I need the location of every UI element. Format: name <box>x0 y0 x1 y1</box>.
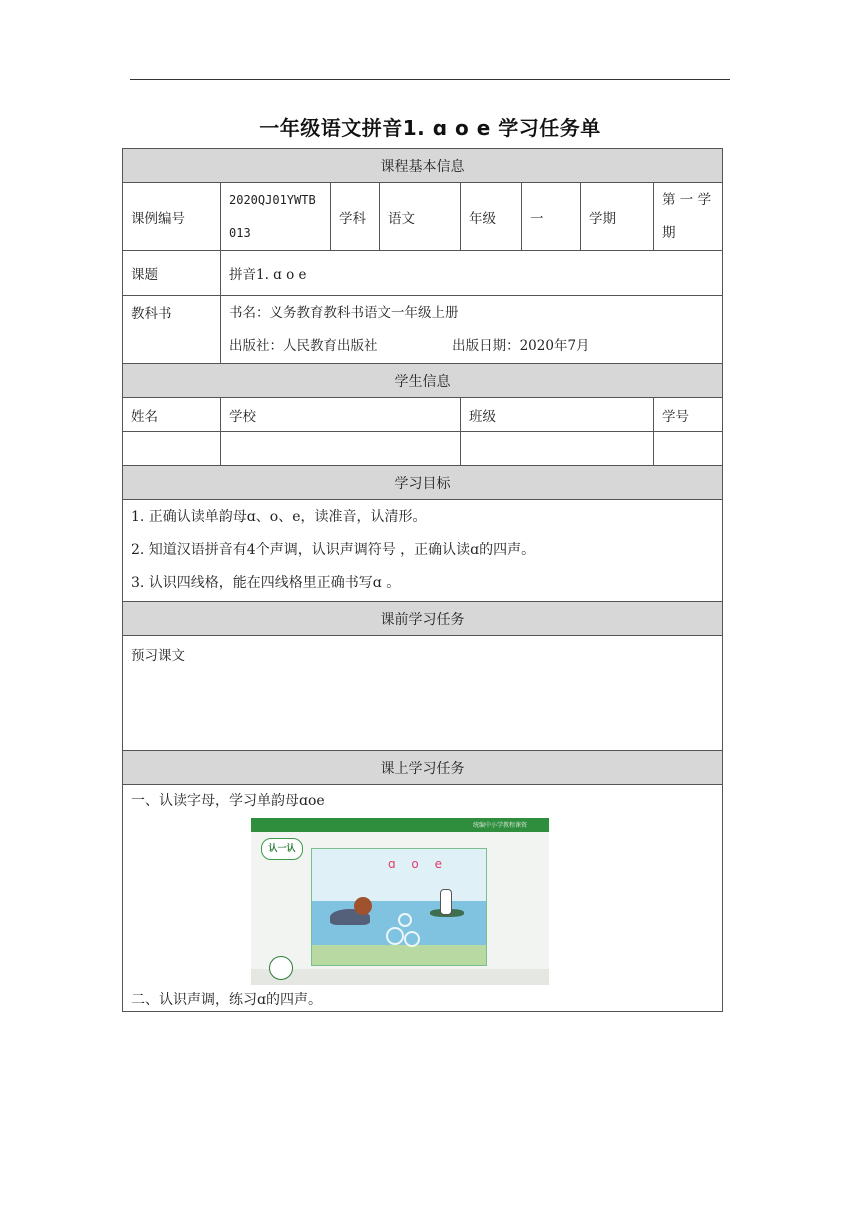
illustration-header-bar <box>251 818 549 832</box>
topic-row <box>123 251 723 296</box>
illustration-scene <box>311 848 487 966</box>
scene-grass <box>312 945 486 965</box>
basic-info-row <box>123 183 723 251</box>
section-header-pre-class <box>123 602 723 636</box>
name-label: 姓名 <box>123 398 221 432</box>
pre-class-row <box>123 636 723 751</box>
section-header-basic-info <box>123 149 723 183</box>
top-rule <box>130 79 730 80</box>
illustration-bar-text: 统编中小学教程课资 <box>472 822 527 829</box>
objective-item: 2. 知道汉语拼音有4个声调，认识声调符号 ，正确认读ɑ的四声。 <box>131 542 536 558</box>
topic-label: 课题 <box>123 251 221 296</box>
topic-value: 拼音1. ɑ o e <box>221 251 723 296</box>
pre-class-task: 预习课文 <box>123 636 723 751</box>
name-field[interactable] <box>123 432 221 466</box>
in-class-content <box>123 785 723 1012</box>
ripple-icon <box>386 927 404 945</box>
recognize-badge: 认一认 <box>261 838 303 860</box>
section-title: 学生信息 <box>123 364 723 398</box>
textbook-logo-icon <box>269 956 293 980</box>
publisher: 出版社：人民教育出版社 <box>229 337 378 354</box>
girl-icon <box>440 889 452 915</box>
section-title: 学习目标 <box>123 466 723 500</box>
objective-item: 3. 认识四线格，能在四线格里正确书写ɑ 。 <box>131 575 401 591</box>
rooster-icon <box>354 897 372 915</box>
case-id-value: 2020QJ01YWTB013 <box>221 183 331 251</box>
section-header-in-class <box>123 751 723 785</box>
textbook-illustration <box>251 818 549 985</box>
in-class-task-1: 一、认读字母，学习单韵母ɑoe <box>131 793 325 809</box>
section-header-objectives <box>123 466 723 500</box>
student-info-labels <box>123 398 723 432</box>
textbook-row <box>123 296 723 364</box>
section-title: 课前学习任务 <box>123 602 723 636</box>
class-field[interactable] <box>461 432 654 466</box>
objectives-list <box>123 500 723 602</box>
section-title: 课上学习任务 <box>123 751 723 785</box>
objectives-row <box>123 500 723 602</box>
subject-label: 学科 <box>331 183 380 251</box>
term-value: 第 一 学期 <box>654 183 723 251</box>
case-id-label: 课例编号 <box>123 183 221 251</box>
ripple-icon <box>398 913 412 927</box>
student-info-inputs <box>123 432 723 466</box>
school-label: 学校 <box>221 398 461 432</box>
illustration-footer <box>251 969 549 985</box>
task-sheet-table <box>122 148 723 1012</box>
grade-value: 一 <box>522 183 581 251</box>
in-class-row <box>123 785 723 1012</box>
section-title: 课程基本信息 <box>123 149 723 183</box>
in-class-task-2: 二、认识声调，练习ɑ的四声。 <box>131 992 322 1008</box>
publisher-line <box>229 330 714 363</box>
textbook-info <box>221 296 723 364</box>
subject-value: 语文 <box>380 183 461 251</box>
grade-label: 年级 <box>461 183 522 251</box>
section-header-student-info <box>123 364 723 398</box>
textbook-label: 教科书 <box>123 296 221 364</box>
class-label: 班级 <box>461 398 654 432</box>
document-title: 一年级语文拼音1. ɑ o e 学习任务单 <box>259 116 601 140</box>
school-field[interactable] <box>221 432 461 466</box>
book-name: 书名：义务教育教科书语文一年级上册 <box>229 304 459 321</box>
number-label: 学号 <box>654 398 723 432</box>
scene-letters: ɑ o e <box>388 857 448 871</box>
objective-item: 1. 正确认读单韵母ɑ、o、e，读准音，认清形。 <box>131 509 427 525</box>
ripple-icon <box>404 931 420 947</box>
number-field[interactable] <box>654 432 723 466</box>
publish-date: 出版日期：2020年7月 <box>452 337 590 354</box>
term-label: 学期 <box>581 183 654 251</box>
